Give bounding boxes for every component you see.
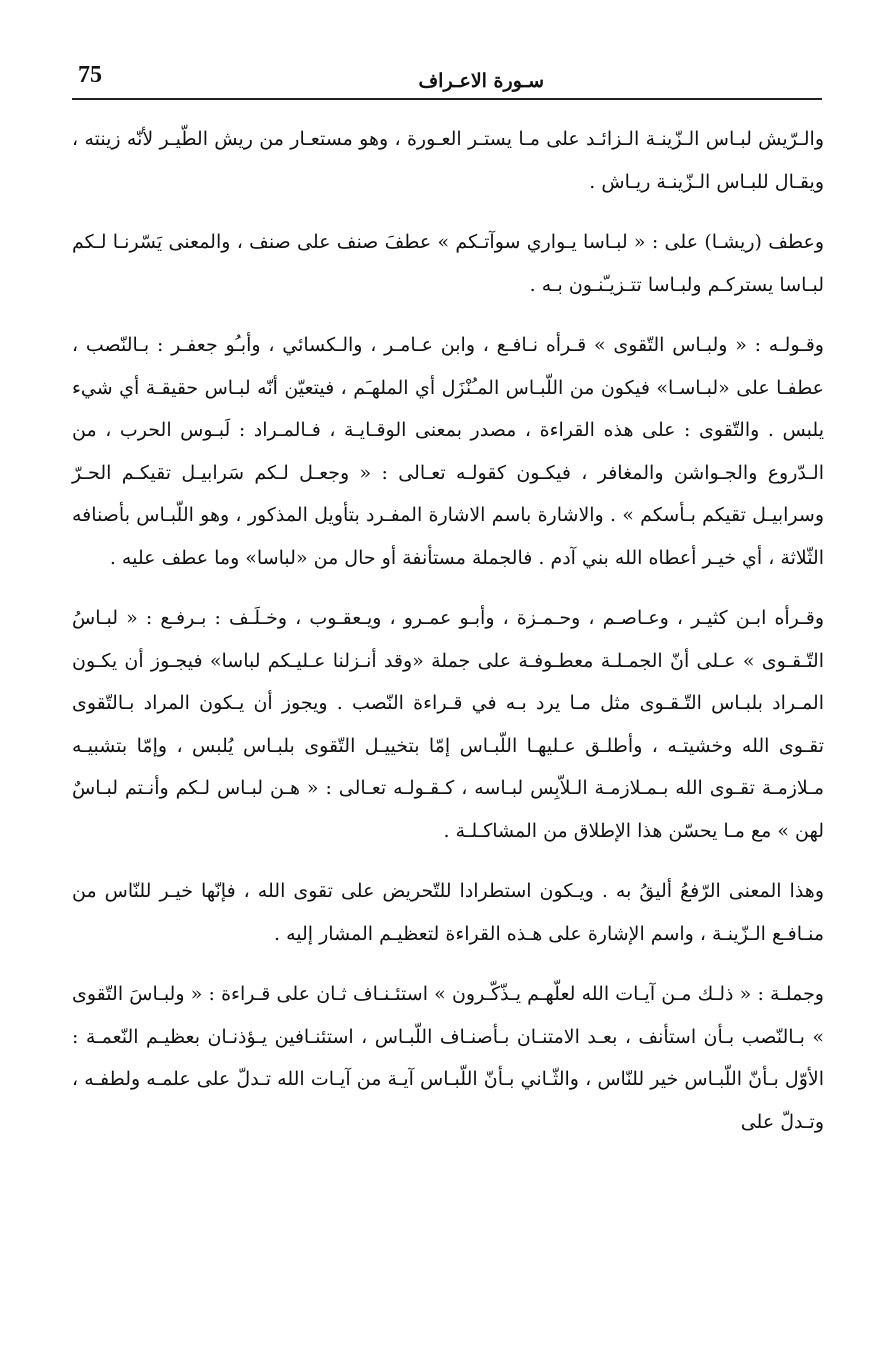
paragraph-text: وعطف (ريشـا) على : « لبـاسا يـواري سوآتـكم » عطفَ صنف على صنف ، والمعنى يَسّرنـا لـكم لبـاسا يستركـم ولبـاسا تتـزيـّنـون بـه . — [72, 231, 824, 296]
paragraph-text: وقـولـه : « ولبـاس التّقوى » قـرأه نـافـع ، وابن عـامـر ، والـكسائي ، وأبـُو جعفـر : بـالنّصب ، عطفـا على «لبـاسـا» فيكون من اللّبـاس المـُنْزَل أي الملهـَم ، فيتعيّن أنّه لبـاس حقيقـة أي شيء يلبس . والتّقوى : على هذه القراءة ، مصدر بمعنى الوقـايـة ، فـالمـراد : لَبـوس الحرب ، من الـدّروع والجـواشن والمغافر ، فيكـون كقولـه تعـالى : « وجعـل لـكم سَرابيـل تقيكـم الحـرّ وسرابيـل تقيكم بـأسكم » . والاشارة باسم الاشارة المفـرد بتأويل المذكور ، وهو اللّبـاس بأصنافه الثّلاثة ، أي خيـر أعطاه الله بني آدم . فالجملة مستأنفة أو حال من «لباسا» وما عطف عليه . — [72, 334, 824, 569]
paragraph — [72, 870, 824, 955]
paragraph — [72, 324, 824, 579]
paragraph-text: وجملـة : « ذلـك مـن آيـات الله لعلّهـم يـذّكّـرون » استئـنـاف ثـان على قـراءة : « ولبـاسَ التّقوى » بـالنّصب بـأن استأنف ، بعـد الامتنـان بـأصنـاف اللّبـاس ، استئنـافين يـؤذنـان بعظيـم النّعمـة : الأوّل بـأنّ اللّبـاس خير للنّاس ، والثّـاني بـأنّ اللّبـاس آيـة من آيـات الله تـدلّ على علمـه ولطفـه ، وتـدلّ على — [72, 983, 824, 1133]
paragraph — [72, 597, 824, 852]
page-body — [72, 118, 824, 1161]
paragraph — [72, 221, 824, 306]
paragraph — [72, 973, 824, 1143]
paragraph-text: والـرّيش لبـاس الـزّينـة الـزائـد على مـا يستـر العـورة ، وهو مستعـار من ريش الطّيـر لأنّه زينته ، ويقـال للبـاس الـزّينـة ريـاش . — [72, 128, 824, 193]
page-number: 75 — [78, 62, 102, 88]
paragraph-text: وقـرأه ابـن كثيـر ، وعـاصـم ، وحـمـزة ، وأبـو عمـرو ، ويـعقـوب ، وخـلَـف : بـرفـع : « لبـاسُ التّـقـوى » عـلى أنّ الجمـلـة معطـوفـة على جملة «وقد أنـزلنا عـليـكم لباسا» فيجـوز أن يكـون المـراد بلبـاس التّـقـوى مثل مـا يرد بـه في قـراءة النّصب . ويجوز أن يـكون المراد بـالتّقوى تقـوى الله وخشيتـه ، وأطلـق عـليهـا اللّبـاس إمّا بتخييـل التّقوى بلبـاس يُلبس ، وإمّا بتشبيـه مـلازمـة تقـوى الله بـمـلازمـة الـلاّبِس لبـاسه ، كـقـولـه تعـالى : « هـن لبـاس لـكم وأنـتم لبـاسٌ لهن » مع مـا يحسّن هذا الإطلاق من المشاكـلـة . — [72, 607, 824, 842]
paragraph — [72, 118, 824, 203]
page-header — [72, 56, 824, 100]
running-title: سـورة الاعـراف — [418, 70, 544, 92]
paragraph-text: وهذا المعنى الرّفعُ أليقُ به . ويـكون استطرادا للتّحريض على تقوى الله ، فإنّها خيـر للنّاس من منـافـع الـزّينـة ، واسم الإشارة على هـذه القراءة لتعظيـم المشار إليه . — [72, 880, 824, 945]
header-rule — [72, 98, 822, 100]
